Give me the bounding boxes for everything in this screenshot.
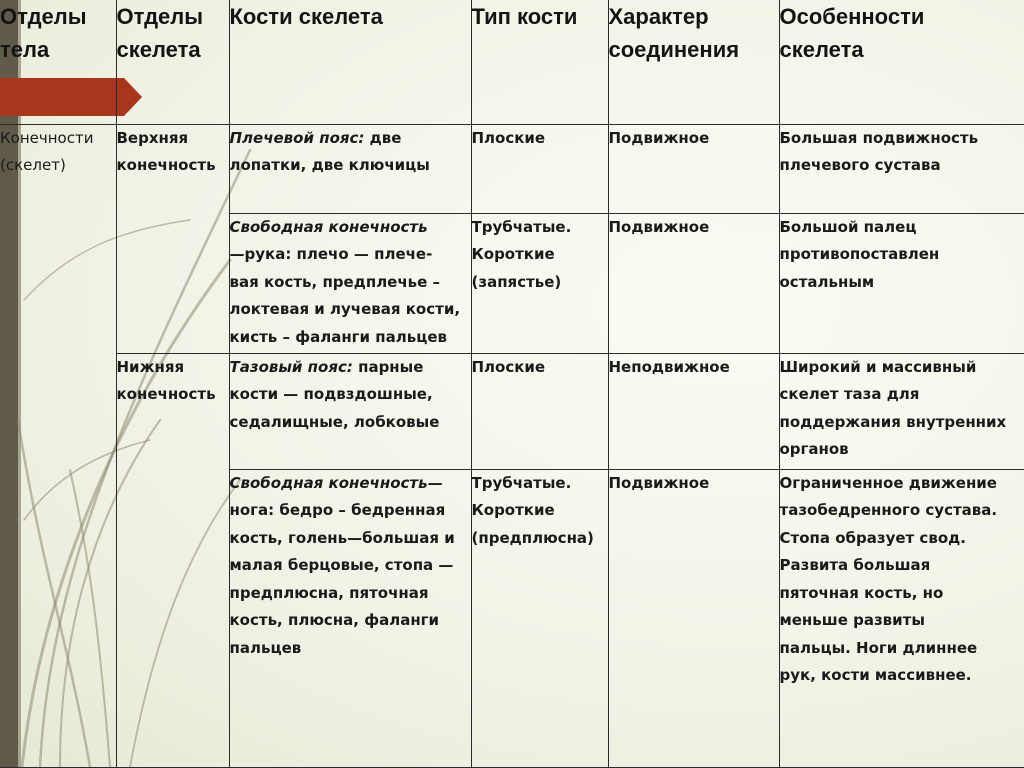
header-joint-type: Характер соединения (608, 0, 779, 124)
lower-limb-section (116, 353, 229, 767)
lower-girdle-features: Широкий и массивный скелет таза для поддержания внутренних органов (779, 353, 1024, 469)
lower-free-bones (229, 469, 471, 767)
lower-free-joint: Подвижное (608, 469, 779, 767)
lower-limb-label: Нижняя конечность (116, 357, 216, 403)
upper-limb-section (116, 124, 229, 353)
lower-girdle-type: Плоские (471, 353, 608, 469)
lower-free-type: Трубчатые. Короткие (предплюсна) (471, 469, 608, 767)
header-body-parts: Отделы тела (0, 0, 116, 124)
header-features: Особенности скелета (779, 0, 1024, 124)
header-skeleton-parts: Отделы скелета (116, 0, 229, 124)
header-bones: Кости скелета (229, 0, 471, 124)
upper-free-bones (229, 213, 471, 353)
upper-girdle-bones (229, 124, 471, 213)
upper-girdle-title: Плечевой пояс: (229, 128, 365, 147)
lower-girdle-bones (229, 353, 471, 469)
upper-free-title: Свободная конечность (229, 217, 428, 236)
upper-girdle-joint: Подвижное (608, 124, 779, 213)
upper-free-features: Большой палец противопоставлен остальным (779, 213, 1024, 353)
body-section-label: Конечности (скелет) (0, 128, 94, 174)
table-row (0, 353, 1024, 469)
lower-free-title: Свободная конечность (229, 473, 428, 492)
upper-limb-label: Верхняя конечность (116, 128, 216, 174)
lower-free-features: Ограниченное движение тазобедренного сустава. Стопа образует свод. Развита большая пяточная кость, но меньше развиты пальцы. Ноги длиннее рук, кости массивнее. (779, 469, 1024, 767)
upper-free-text: —рука: плечо — плече- вая кость, предплечье – локтевая и лучевая кости, кисть – фаланги пальцев (229, 245, 461, 346)
lower-girdle-text: парные кости — подвздошные, седалищные, лобковые (229, 357, 440, 431)
header-bone-type: Тип кости (471, 0, 608, 124)
upper-girdle-features: Большая подвижность плечевого сустава (779, 124, 1024, 213)
table-row (0, 124, 1024, 213)
upper-free-joint: Подвижное (608, 213, 779, 353)
lower-free-text: — нога: бедро – бедренная кость, голень—большая и малая берцовые, стопа — предплюсна, пяточная кость, плюсна, фаланги пальцев (229, 473, 455, 657)
upper-free-type: Трубчатые. Короткие (запястье) (471, 213, 608, 353)
body-section-limbs (0, 124, 116, 767)
upper-girdle-type: Плоские (471, 124, 608, 213)
table-header-row (0, 0, 1024, 124)
upper-girdle-text: две лопатки, две ключицы (229, 128, 430, 174)
lower-girdle-joint: Неподвижное (608, 353, 779, 469)
lower-girdle-title: Тазовый пояс: (229, 357, 353, 376)
